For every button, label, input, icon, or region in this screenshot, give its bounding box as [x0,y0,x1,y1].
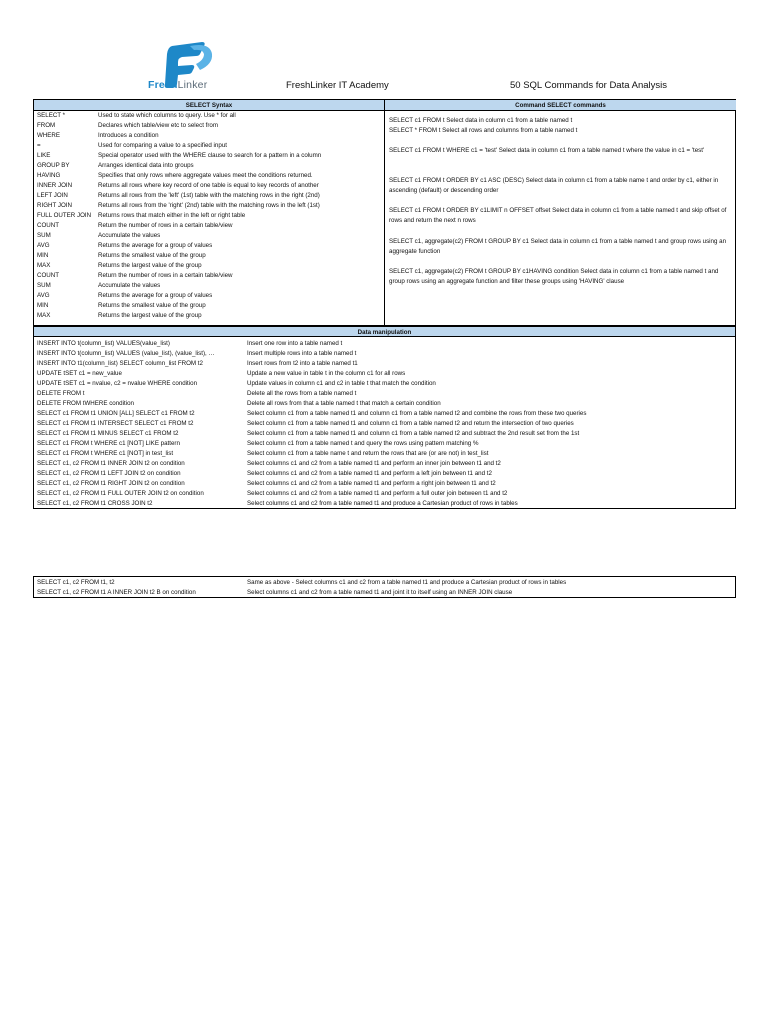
row-description: Returns the smallest value of the group [98,302,206,309]
row-description: Select column c1 from a table named t1 and column c1 from a table named t2 and combine the rows from these two queries [247,410,587,417]
data-manipulation-list [34,337,735,509]
row-description: Accumulate the values [98,282,161,289]
table-row [34,389,735,399]
row-command: DELETE FROM tWHERE condition [37,400,134,407]
table-row [34,251,384,261]
row-command: SELECT c1, c2 FROM t1 INNER JOIN t2 on condition [37,460,185,467]
table-row [34,439,735,449]
table-row [34,141,384,151]
row-description: Insert multiple rows into a table named t [247,350,357,357]
row-description: Select columns c1 and c2 from a table named t1 and perform an inner join between t1 and t2 [247,460,501,467]
select-syntax-list [34,111,384,321]
row-command: INSERT INTO t(column_list) VALUES (value_list), (value_list), … [37,350,215,357]
row-command: SELECT c1, c2 FROM t1 LEFT JOIN t2 on condition [37,470,181,477]
row-command: UPDATE tSET c1 = nvalue, c2 = nvalue WHERE condition [37,380,198,387]
row-command: SELECT c1, c2 FROM t1 RIGHT JOIN t2 on condition [37,480,185,487]
table-row [34,241,384,251]
table-row [34,489,735,499]
row-command: INNER JOIN [37,182,73,189]
row-command: = [37,142,41,149]
table-row [34,359,735,369]
table-row [34,379,735,389]
command-item: SELECT c1 FROM t ORDER BY c1LIMIT n OFFSET offset Select data in column c1 from a table named t and skip offset of rows and return the next n rows [389,207,727,224]
data-manipulation-heading: Data manipulation [34,326,735,337]
select-syntax-heading: SELECT Syntax [34,100,384,111]
row-description: Introduces a condition [98,132,159,139]
row-description: Returns the average for a group of values [98,292,213,299]
row-description: Select columns c1 and c2 from a table named t1 and perform a full outer join between t1 and t2 [247,490,508,497]
table-row [34,449,735,459]
academy-title: FreshLinker IT Academy [286,80,389,91]
row-description: Select column c1 from a table named t1 and column c1 from a table named t2 and return the intersection of two queries [247,420,574,427]
table-row [34,469,735,479]
row-description: Same as above - Select columns c1 and c2 from a table named t1 and produce a Cartesian product of rows in tables [247,579,567,586]
table-row [34,111,384,121]
table-row [34,399,735,409]
select-section [33,99,736,326]
command-item: SELECT c1 FROM t ORDER BY c1 ASC (DESC) Select data in column c1 from a table name t and order by c1, either in ascending (default) or descending order [389,177,719,194]
extra-joins-table [33,576,736,598]
command-select-heading: Command SELECT commands [385,100,736,111]
command-item: SELECT * FROM t Select all rows and columns from a table named t [389,127,578,134]
table-row [34,281,384,291]
table-row [34,271,384,281]
row-command: FROM [37,122,56,129]
row-command: SELECT c1, c2 FROM t1 A INNER JOIN t2 B on condition [37,589,196,596]
row-description: Select columns c1 and c2 from a table named t1 and joint it to itself using an INNER JOIN clause [247,589,513,596]
row-command: LIKE [37,152,51,159]
row-command: INSERT INTO t1(column_list) SELECT column_list FROM t2 [37,360,203,367]
row-command: DELETE FROM t [37,390,85,397]
row-description: Used for comparing a value to a specified input [98,142,227,149]
row-command: SELECT c1, c2 FROM t1 CROSS JOIN t2 [37,500,153,507]
row-command: COUNT [37,222,59,229]
table-row [34,231,384,241]
logo-word-fresh: Fresh [148,79,178,91]
table-row [34,429,735,439]
row-command: MIN [37,302,49,309]
row-command: WHERE [37,132,61,139]
row-command: FULL OUTER JOIN [37,212,92,219]
row-description: Accumulate the values [98,232,161,239]
row-description: Returns all rows from the 'left' (1st) table with the matching rows in the right (2nd) [98,192,320,199]
row-description: Select column c1 from a table named t1 and column c1 from a table named t2 and subtract the 2nd result set from the 1st [247,430,580,437]
table-row [34,131,384,141]
table-row [34,201,384,211]
row-command: INSERT INTO t(column_list) VALUES(value_list) [37,340,170,347]
row-description: Insert one row into a table named t [247,340,343,347]
row-command: AVG [37,242,50,249]
document-title: 50 SQL Commands for Data Analysis [510,80,667,91]
table-row [34,499,735,509]
row-description: Returns rows that match either in the left or right table [98,212,246,219]
row-description: Returns the largest value of the group [98,262,202,269]
table-row [34,311,384,321]
row-command: SELECT c1, c2 FROM t1, t2 [37,579,115,586]
logo-wordmark [148,79,207,91]
table-row [34,181,384,191]
table-row [34,191,384,201]
row-command: SELECT c1 FROM t WHERE c1 [NOT] in test_list [37,450,174,457]
row-description: Select column c1 from a table named t and query the rows using pattern matching % [247,440,479,447]
table-row [34,419,735,429]
row-description: Returns all rows from the 'right' (2nd) table with the matching rows in the left (1st) [98,202,320,209]
row-command: SELECT c1 FROM t WHERE c1 [NOT] LIKE pattern [37,440,180,447]
row-command: SELECT c1 FROM t1 INTERSECT SELECT c1 FROM t2 [37,420,194,427]
row-command: MAX [37,262,51,269]
command-item: SELECT c1 FROM t Select data in column c1 from a table named t [389,117,573,124]
row-description: Update values in column c1 and c2 in table t that match the condition [247,380,436,387]
table-row [34,121,384,131]
table-row [34,369,735,379]
row-description: Delete all rows from that a table named t that match a certain condition [247,400,441,407]
table-row [34,349,735,359]
row-description: Update a new value in table t in the column c1 for all rows [247,370,406,377]
table-row [34,171,384,181]
row-description: Arranges identical data into groups [98,162,194,169]
command-select-panel [385,100,736,325]
row-command: SUM [37,282,51,289]
table-row [34,588,735,598]
extra-joins-list [34,577,735,598]
row-description: Declares which table/view etc to select from [98,122,219,129]
row-description: Select column c1 from a table name t and return the rows that are (or are not) in test_list [247,450,489,457]
row-command: HAVING [37,172,61,179]
table-row [34,479,735,489]
table-row [34,459,735,469]
row-command: RIGHT JOIN [37,202,72,209]
row-description: Insert rows from t2 into a table named t1 [247,360,358,367]
table-row [34,151,384,161]
row-command: AVG [37,292,50,299]
row-description: Delete all the rows from a table named t [247,390,357,397]
row-description: Returns the average for a group of values [98,242,213,249]
row-description: Used to state which columns to query. Use * for all [98,112,236,119]
table-row [34,161,384,171]
row-description: Returns all rows where key record of one table is equal to key records of another [98,182,319,189]
row-description: Returns the smallest value of the group [98,252,206,259]
row-command: UPDATE tSET c1 = new_value [37,370,122,377]
command-item: SELECT c1, aggregate(c2) FROM t GROUP BY c1HAVING condition Select data in column c1 from a table named t and group rows using an aggregate function and filter these groups using 'HAVING' clause [389,268,719,285]
table-row [34,221,384,231]
table-row [34,578,735,588]
table-row [34,291,384,301]
row-command: LEFT JOIN [37,192,68,199]
row-description: Select columns c1 and c2 from a table named t1 and perform a right join between t1 and t2 [247,480,496,487]
row-description: Specifies that only rows where aggregate values meet the conditions returned. [98,172,313,179]
command-item: SELECT c1 FROM t WHERE c1 = 'test' Select data in column c1 from a table named t where the value in c1 = 'test' [389,147,705,154]
row-description: Select columns c1 and c2 from a table named t1 and perform a left join between t1 and t2 [247,470,492,477]
table-row [34,261,384,271]
row-description: Select columns c1 and c2 from a table named t1 and produce a Cartesian product of rows in tables [247,500,518,507]
table-row [34,211,384,221]
data-manipulation-section [33,326,736,509]
row-command: MAX [37,312,51,319]
select-syntax-panel [34,100,385,325]
row-description: Returns the largest value of the group [98,312,202,319]
row-command: SELECT * [37,112,66,119]
row-description: Return the number of rows in a certain table/view [98,272,233,279]
command-item: SELECT c1, aggregate(c2) FROM t GROUP BY c1 Select data in column c1 from a table named t and group rows using an aggregate function [389,238,727,255]
row-description: Special operator used with the WHERE clause to search for a pattern in a column [98,152,322,159]
table-row [34,409,735,419]
logo-word-linker: Linker [177,79,208,91]
table-row [34,301,384,311]
row-command: MIN [37,252,49,259]
row-command: SELECT c1 FROM t1 UNION [ALL] SELECT c1 FROM t2 [37,410,195,417]
table-row [34,339,735,349]
row-command: SELECT c1, c2 FROM t1 FULL OUTER JOIN t2 on condition [37,490,204,497]
row-description: Return the number of rows in a certain table/view [98,222,233,229]
row-command: SELECT c1 FROM t1 MINUS SELECT c1 FROM t2 [37,430,179,437]
row-command: COUNT [37,272,59,279]
row-command: GROUP BY [37,162,70,169]
row-command: SUM [37,232,51,239]
